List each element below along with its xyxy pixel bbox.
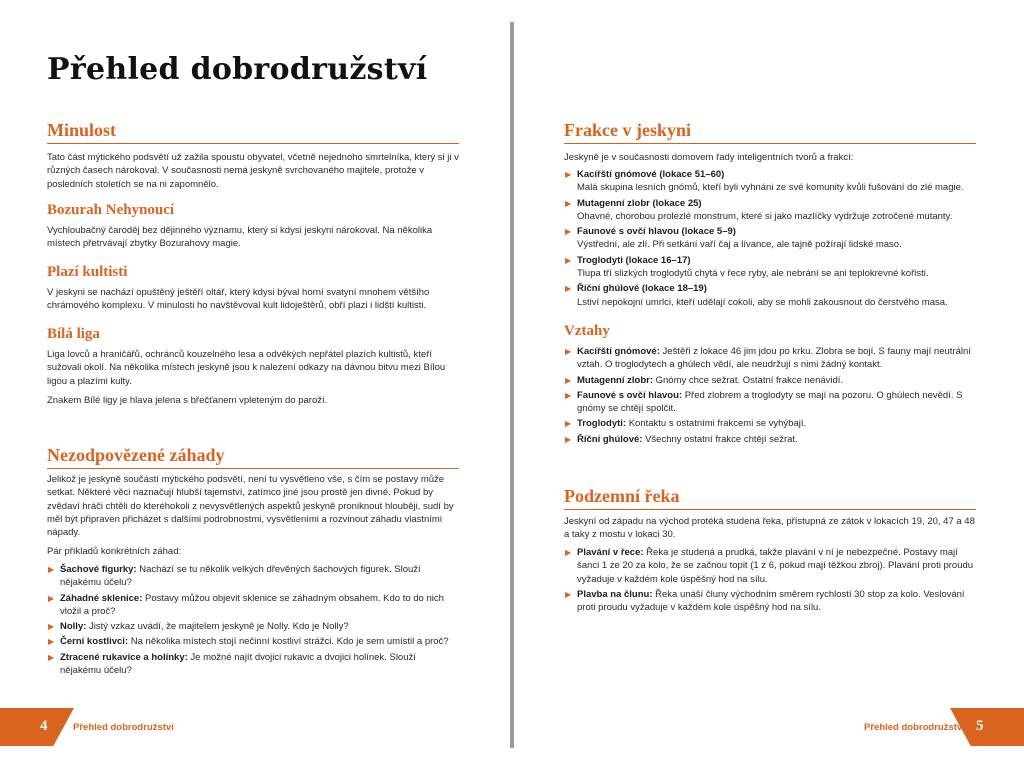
section-heading-zahady: Nezodpovězené záhady (47, 445, 459, 469)
list-item: ▶ Ztracené rukavice a holínky: Je možné najít dvojici rukavic a dvojici holínek. Slouží nějakému účelu? (48, 651, 416, 677)
zahady-list (47, 563, 459, 679)
page-gutter (510, 22, 514, 748)
footer-label-left: Přehled dobrodružství (73, 722, 174, 733)
list-item: ▶ Černí kostlivci: Na několika místech stojí nečinní kostliví strážci. Kdo je sem umístil a proč? (48, 636, 449, 648)
bozurah-text: Vychloubačný čaroděj bez dějinného významu, který si kdysi jeskyni nárokoval. Na několika místech přetrvávají zbytky Bozurahovy magie. (47, 225, 433, 250)
page-number-left: 4 (40, 718, 48, 734)
bila-liga-text-2: Znakem Bílé ligy je hlava jelena s břečťanem vpleteným do paroží. (47, 395, 328, 406)
list-item: ▶ Nolly: Jistý vzkaz uvádí, že majitelem jeskyně je Nolly. Kdo je Nolly? (48, 621, 349, 633)
subheading-bila-liga: Bílá liga (47, 326, 100, 342)
list-item: ▶ Faunové s ovčí hlavou: Před zlobrem a troglodyty se mají na pozoru. O ghúlech nevědí. S gnómy se chtějí spolčit. (565, 389, 963, 415)
section-heading-minulost: Minulost (47, 120, 459, 144)
subheading-bozurah: Bozurah Nehynoucí (47, 202, 175, 218)
list-item: ▶ Faunové s ovčí hlavou (lokace 5–9) Výstřední, ale zlí. Při setkání vaří čaj a lívance, ale tajně požírají lidské maso. (565, 226, 902, 251)
frakce-intro: Jeskyně je v současnosti domovem řady inteligentních tvorů a frakcí: (564, 152, 854, 163)
left-page (0, 0, 510, 768)
section-heading-reka: Podzemní řeka (564, 486, 976, 510)
subheading-vztahy: Vztahy (564, 323, 610, 339)
bullet-arrow-icon: ▶ (565, 347, 572, 356)
bullet-arrow-icon: ▶ (48, 622, 55, 632)
plazi-text: V jeskyni se nachází opuštěný ještěří oltář, který kdysi býval horní svatyní mnohem většího chrámového komplexu. V minulosti ho navštěvoval kult lidoještěrů, obří plazi i lidští kultisti. (47, 287, 430, 312)
page-number-right: 5 (976, 718, 984, 734)
list-item: ▶ Šachové figurky: Nachází se tu několik velkých dřevěných šachových figurek. Slouží nějakému účelu? (48, 564, 421, 589)
minulost-text: Tato část mýtického podsvětí už zažila spoustu obyvatel, včetně nejednoho smrtelníka, který si ji v různých časech nárokoval. V současnosti nemá jeskyně svrchovaného majitele, protože v posledních stoletích se na ni zapomnělo. (47, 152, 459, 190)
bullet-arrow-icon: ▶ (48, 652, 55, 662)
frakce-list (564, 168, 976, 311)
list-item: ▶ Plavání v řece: Řeka je studená a prudká, takže plavání v ní je nebezpečné. Postavy mají šanci 1 ze 20 za kolo, že se začnou topit (1 z 6, pokud mají těžkou zbroj). Plavání proti proudu vyžaduje v každém kole úspěšný hod na sílu. (565, 547, 974, 585)
footer-label-right: Přehled dobrodružství (864, 722, 965, 733)
bullet-arrow-icon: ▶ (565, 255, 572, 265)
bullet-arrow-icon: ▶ (48, 593, 55, 603)
reka-intro: Jeskyní od západu na východ protéká studená řeka, přístupná ze zátok v lokacích 19, 20, 47 a 48 a taky z mostu v lokaci 30. (564, 516, 975, 541)
list-item: ▶ Troglodyti (lokace 16–17) Tlupa tří slizkých troglodytů chytá v řece ryby, ale nebrání se ani teplokrevné kořisti. (565, 254, 929, 280)
page-title: Přehled dobrodružství (47, 52, 428, 87)
bullet-arrow-icon: ▶ (565, 284, 572, 294)
bullet-arrow-icon: ▶ (565, 548, 572, 557)
list-item: ▶ Záhadné sklenice: Postavy můžou objevit sklenice se záhadným obsahem. Kdo to do nich vložil a proč? (48, 592, 444, 617)
bullet-arrow-icon: ▶ (565, 227, 572, 237)
section-heading-frakce: Frakce v jeskyni (564, 120, 976, 144)
bullet-arrow-icon: ▶ (565, 419, 572, 429)
vztahy-list (564, 345, 976, 448)
bullet-arrow-icon: ▶ (48, 565, 55, 574)
list-item: ▶ Mutagenní zlobr (lokace 25) Ohavné, chorobou prolezlé monstrum, které si jako mazlíčky vydržuje zotročené mutanty. (565, 197, 953, 222)
reka-list (564, 546, 976, 616)
subheading-plazi: Plazí kultisti (47, 264, 128, 280)
list-item: ▶ Říční ghúlové (lokace 18–19) Lstiví nepokojní umrlci, kteří udělají cokoli, aby se mohli zakousnout do čerstvého masa. (565, 283, 948, 308)
list-item: ▶ Mutagenní zlobr: Gnómy chce sežrat. Ostatní frakce nenávidí. (565, 374, 844, 386)
bullet-arrow-icon: ▶ (565, 390, 572, 400)
bullet-arrow-icon: ▶ (565, 198, 572, 208)
zahady-intro: Pár příkladů konkrétních záhad: (47, 546, 182, 557)
list-item: ▶ Kacířští gnómové: Ještěři z lokace 46 jim jdou po krku. Zlobra se bojí. S fauny mají neutrální vztah. O troglodytech a ghúlech vědí, ale neudržují s nimi žádný kontakt. (565, 346, 971, 371)
list-item: ▶ Kacířští gnómové (lokace 51–60) Malá skupina lesních gnómů, kteří byli vyhnáni ze své komunity kvůli fušování do zlé magie. (565, 169, 964, 194)
bullet-arrow-icon: ▶ (565, 375, 572, 385)
footer-tab-left (0, 708, 74, 746)
list-item: ▶ Říční ghúlové: Všechny ostatní frakce chtějí sežrat. (565, 433, 798, 445)
bullet-arrow-icon: ▶ (565, 170, 572, 179)
list-item: ▶ Troglodyti: Kontaktu s ostatními frakcemi se vyhýbají. (565, 418, 807, 430)
bila-liga-text: Liga lovců a hraničářů, ochránců kouzelného lesa a odvěkých nepřátel plazích kultistů, kteří sužovali okolí. Na několika místech jeskyně jsou k nalezení odkazy na dávnou bitvu mezi Bílou ligou a plazími kulty. (47, 349, 446, 387)
bullet-arrow-icon: ▶ (565, 589, 572, 599)
bullet-arrow-icon: ▶ (48, 637, 55, 647)
zahady-text: Jelikož je jeskyně součástí mýtického podsvětí, není tu vysvětleno vše, s čím se postavy může setkat. Některé věci naznačují hlubší tajemství, zatímco jiné jsou prostě jen divné. Pokud by zvědaví hráči chtěli do kteréhokoli z nevysvětlených aspektů jeskyně proniknout hlouběji, sudí by měl být připraven přicházet s dalšími podrobnostmi, vysvětleními a rozvinout záhadu vlastními nápady. (47, 474, 454, 539)
list-item: ▶ Plavba na člunu: Řeka unáší čluny východním směrem rychlostí 30 stop za kolo. Veslování proti proudu vyžaduje v každém kole úspěšný hod na sílu. (565, 588, 965, 614)
bullet-arrow-icon: ▶ (565, 434, 572, 444)
